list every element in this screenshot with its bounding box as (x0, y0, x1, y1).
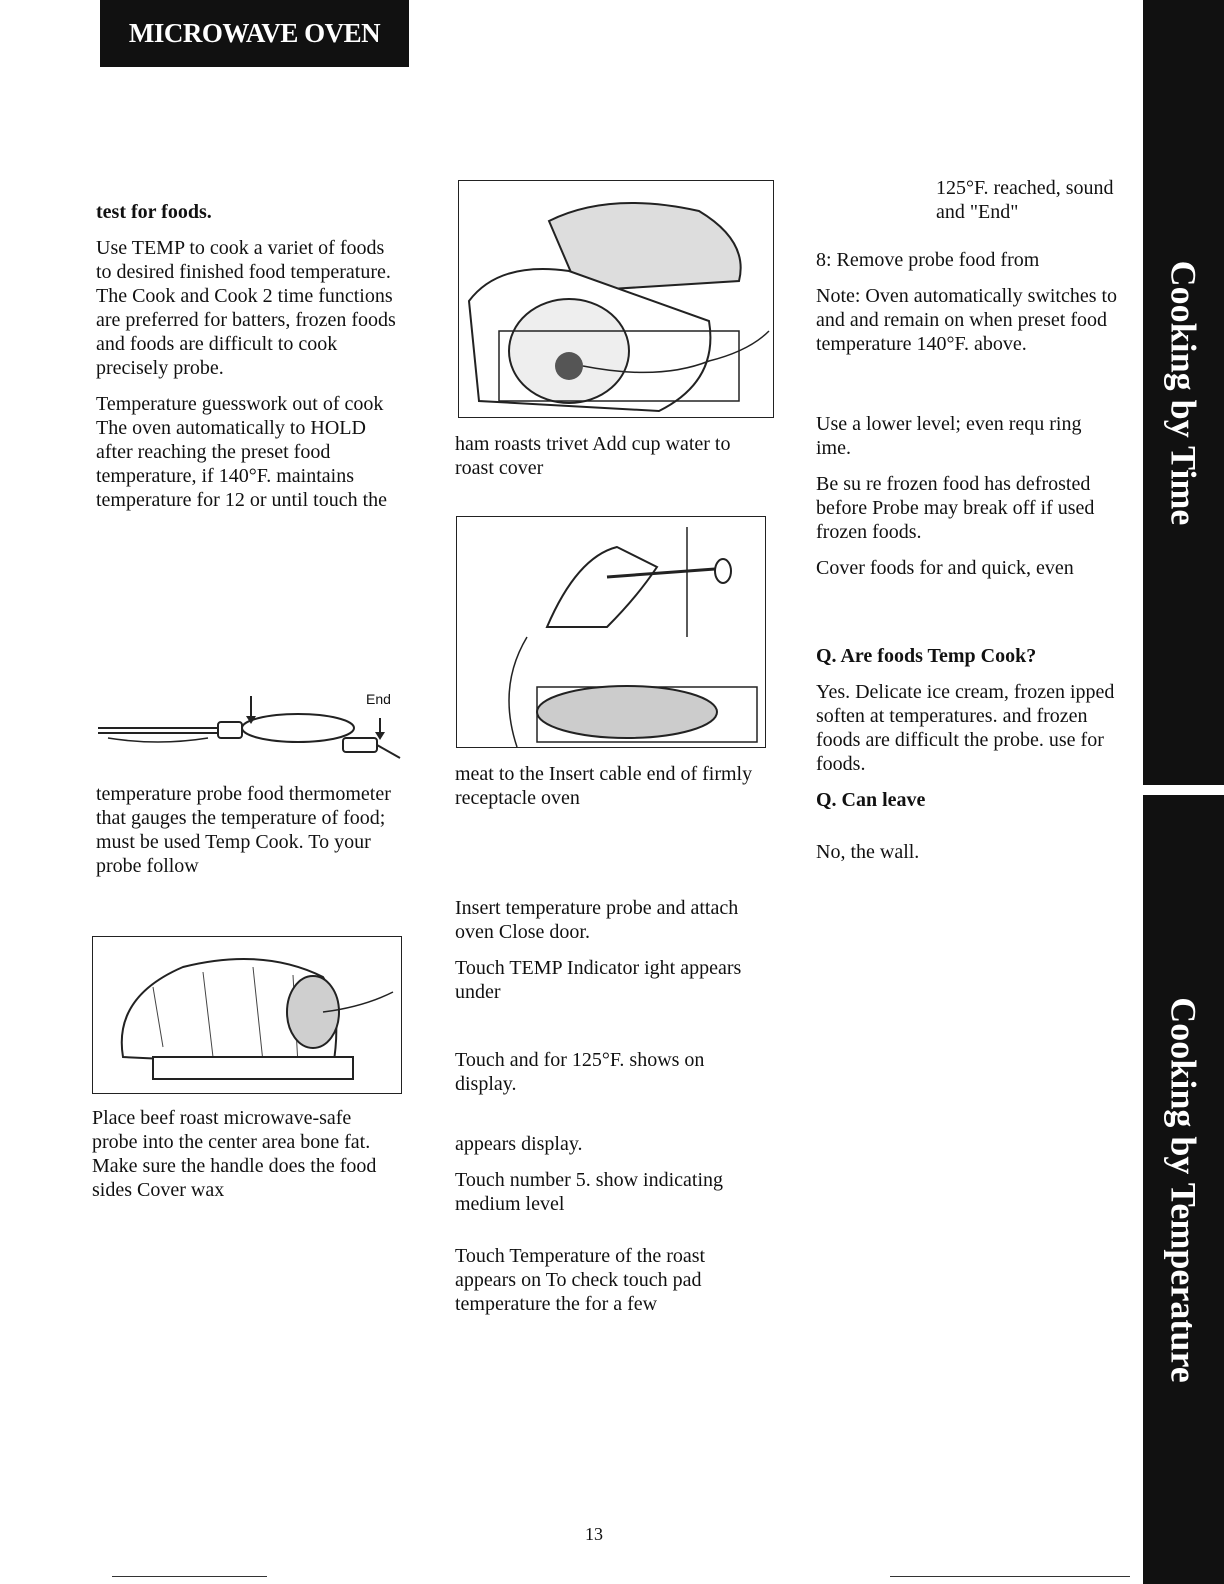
probe-illustration (88, 688, 406, 768)
tab-label-temperature: Cooking by Temperature (1163, 996, 1204, 1383)
column-2-steps (455, 762, 765, 1328)
col2-step-125: Touch and for 125°F. shows on display. (455, 1049, 705, 1095)
column-1-caption (92, 1106, 392, 1214)
col2-step-number: Touch number 5. show indicating medium level (455, 1169, 723, 1215)
col3-note: Note: Oven automatically switches to and and remain on when preset food temperature 140°F. above. (816, 285, 1118, 355)
col3-answer-1: Yes. Delicate ice cream, frozen ipped soften at temperatures. and frozen foods are difficult the probe. use for foods. (816, 681, 1115, 775)
section-header: MICROWAVE OVEN (100, 0, 409, 67)
ham-roast-drawing (459, 181, 773, 417)
beef-roast-drawing (93, 937, 401, 1093)
figure-beef-roast (92, 936, 402, 1094)
figure-probe-receptacle (456, 516, 766, 748)
col3-tip-1: Use a lower level; even requ ring ime. (816, 413, 1082, 459)
col3-paragraph-1: 125°F. reached, sound and "End" (936, 177, 1114, 223)
col2-step-appears: appears display. (455, 1133, 583, 1155)
tab-cooking-by-temperature[interactable] (1143, 795, 1224, 1584)
col1-paragraph-1: Use TEMP to cook a variet of foods to desired finished food temperature. The Cook and Cook 2 time functions are preferred for batters, frozen foods and foods are difficult to cook precisely probe. (96, 237, 396, 379)
col3-tip-3: Cover foods for and quick, even (816, 557, 1074, 579)
col1-caption: Place beef roast microwave-safe probe into the center area bone fat. Make sure the handle does the food sides Cover wax (92, 1107, 377, 1201)
probe-drawing (88, 688, 406, 768)
column-1-probe-text (96, 782, 396, 890)
probe-receptacle-drawing (457, 517, 765, 747)
col3-question-2: Q. Can leave (816, 789, 926, 811)
column-3 (816, 176, 1121, 876)
tab-cooking-by-time[interactable] (1143, 0, 1224, 785)
footer-rule-left (112, 1576, 267, 1577)
col2-caption-2: meat to the Insert cable end of firmly receptacle oven (455, 763, 753, 809)
col1-paragraph-2: Temperature guesswork out of cook The oven automatically to HOLD after reaching the preset food temperature, if 140°F. maintains temperature for 12 or until touch the (96, 393, 388, 511)
col3-answer-2: No, the wall. (816, 841, 920, 863)
page-number: 13 (585, 1524, 603, 1544)
col1-paragraph-3: temperature probe food thermometer that gauges the temperature of food; must be used Temp Cook. To your probe follow (96, 783, 391, 877)
probe-end-label: End (366, 691, 391, 707)
col3-step-8: 8: Remove probe food from (816, 249, 1040, 271)
col2-caption-1: ham roasts trivet Add cup water to roast cover (455, 433, 731, 479)
col2-step-last: Touch Temperature of the roast appears on To check touch pad temperature the for a few (455, 1245, 706, 1315)
col2-step-insert: Insert temperature probe and attach oven Close door. (455, 897, 739, 943)
col3-question-1: Q. Are foods Temp Cook? (816, 645, 1037, 667)
footer-rule-right (890, 1576, 1130, 1577)
col3-tip-2: Be su re frozen food has defrosted before Probe may break off if used frozen foods. (816, 473, 1095, 543)
column-1 (96, 200, 396, 524)
figure-ham-roast (458, 180, 774, 418)
col2-step-touch-temp: Touch TEMP Indicator ight appears under (455, 957, 742, 1003)
column-2-caption-1 (455, 432, 765, 492)
col1-heading: test for foods. (96, 201, 212, 223)
tab-label-time: Cooking by Time (1163, 260, 1204, 525)
